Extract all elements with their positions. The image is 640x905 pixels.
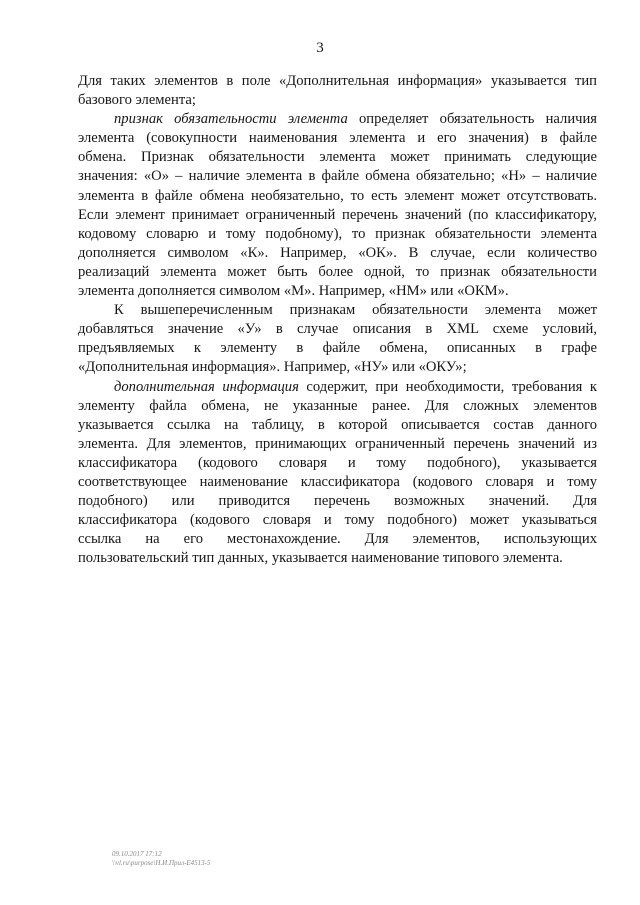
- text-segment: К вышеперечисленным признакам обязательности элемента может: [114, 302, 597, 319]
- text-segment: обмена. Признак обязательности элемента может принимать следующие: [78, 149, 597, 166]
- text-segment: значения: «О» – наличие элемента в файле обмена обязательно; «Н» – наличие: [78, 168, 597, 185]
- text-segment: содержит, при необходимости, требования к: [298, 378, 598, 395]
- text-segment: соответствующее наименование классификатора (кодового словаря и тому: [78, 473, 597, 490]
- text-line: [78, 110, 597, 129]
- text-line: [78, 454, 597, 473]
- text-segment: определяет обязательность наличия: [347, 111, 597, 128]
- text-segment: элемента дополняется символом «М». Например, «НМ» или «ОКМ».: [78, 283, 509, 300]
- italic-term: дополнительная информация: [114, 378, 299, 395]
- page-number: 3: [316, 40, 324, 56]
- text-line: [78, 301, 597, 320]
- text-line: [78, 339, 597, 358]
- text-segment: элемента. Для элементов, принимающих ограниченный перечень значений из: [78, 435, 597, 452]
- text-line: [78, 263, 597, 282]
- body-text: [78, 72, 597, 568]
- stamp-date: 09.10.2017 17:12: [112, 850, 162, 858]
- text-segment: подобного) или приводится перечень возможных значений. Для: [78, 493, 597, 510]
- text-segment: предъявляемых к элементу в файле обмена, описанных в графе: [78, 340, 597, 357]
- text-line: [78, 282, 597, 301]
- text-line: [78, 397, 597, 416]
- text-line: [78, 187, 597, 206]
- text-line: [78, 378, 597, 397]
- text-line: [78, 358, 597, 377]
- text-line: [78, 167, 597, 186]
- text-line: [78, 225, 597, 244]
- text-line: [78, 473, 597, 492]
- text-segment: базового элемента;: [78, 92, 196, 109]
- text-segment: элементу файла обмена, не указанные ранее. Для сложных элементов: [78, 397, 597, 414]
- text-segment: классификатора (кодового словаря и тому подобного) может указываться: [78, 512, 597, 529]
- text-segment: добавляться значение «У» в случае описания в XML схеме условий,: [78, 321, 597, 338]
- text-line: [78, 129, 597, 148]
- text-segment: Для таких элементов в поле «Дополнительная информация» указывается тип: [78, 73, 597, 89]
- stamp-path: \\vl.ru\purpose\Н.И.Прил-E4513-5: [112, 859, 211, 867]
- text-segment: кодовому словарю и тому подобному), то признак обязательности элемента: [78, 225, 597, 242]
- text-segment: ссылка на его местонахождение. Для элементов, использующих: [78, 531, 597, 548]
- text-line: [78, 492, 597, 511]
- text-line: [78, 511, 597, 530]
- text-segment: элемента (совокупности наименования элемента и его значения) в файле: [78, 130, 597, 147]
- text-line: [78, 72, 597, 91]
- text-line: [78, 416, 597, 435]
- text-segment: пользовательский тип данных, указывается наименование типового элемента.: [78, 550, 563, 567]
- italic-term: признак обязательности элемента: [114, 111, 348, 128]
- text-segment: элемента в файле обмена необязательно, то есть элемент может отсутствовать.: [78, 187, 597, 204]
- text-line: [78, 148, 597, 167]
- text-line: [78, 549, 597, 568]
- text-segment: реализаций элемента может быть более одной, то признак обязательности: [78, 263, 597, 280]
- text-segment: Если элемент принимает ограниченный перечень значений (по классификатору,: [78, 206, 597, 223]
- document-stamp: [112, 850, 211, 868]
- text-segment: классификатора (кодового словаря и тому подобного), указывается: [78, 454, 597, 471]
- text-line: [78, 91, 597, 110]
- text-line: [78, 244, 597, 263]
- text-line: [78, 320, 597, 339]
- text-line: [78, 206, 597, 225]
- text-line: [78, 435, 597, 454]
- text-segment: дополняется символом «К». Например, «ОК». В случае, если количество: [78, 244, 597, 261]
- text-segment: «Дополнительная информация». Например, «НУ» или «ОКУ»;: [78, 359, 467, 376]
- text-segment: указывается ссылка на таблицу, в которой описывается состав данного: [78, 416, 597, 433]
- text-line: [78, 530, 597, 549]
